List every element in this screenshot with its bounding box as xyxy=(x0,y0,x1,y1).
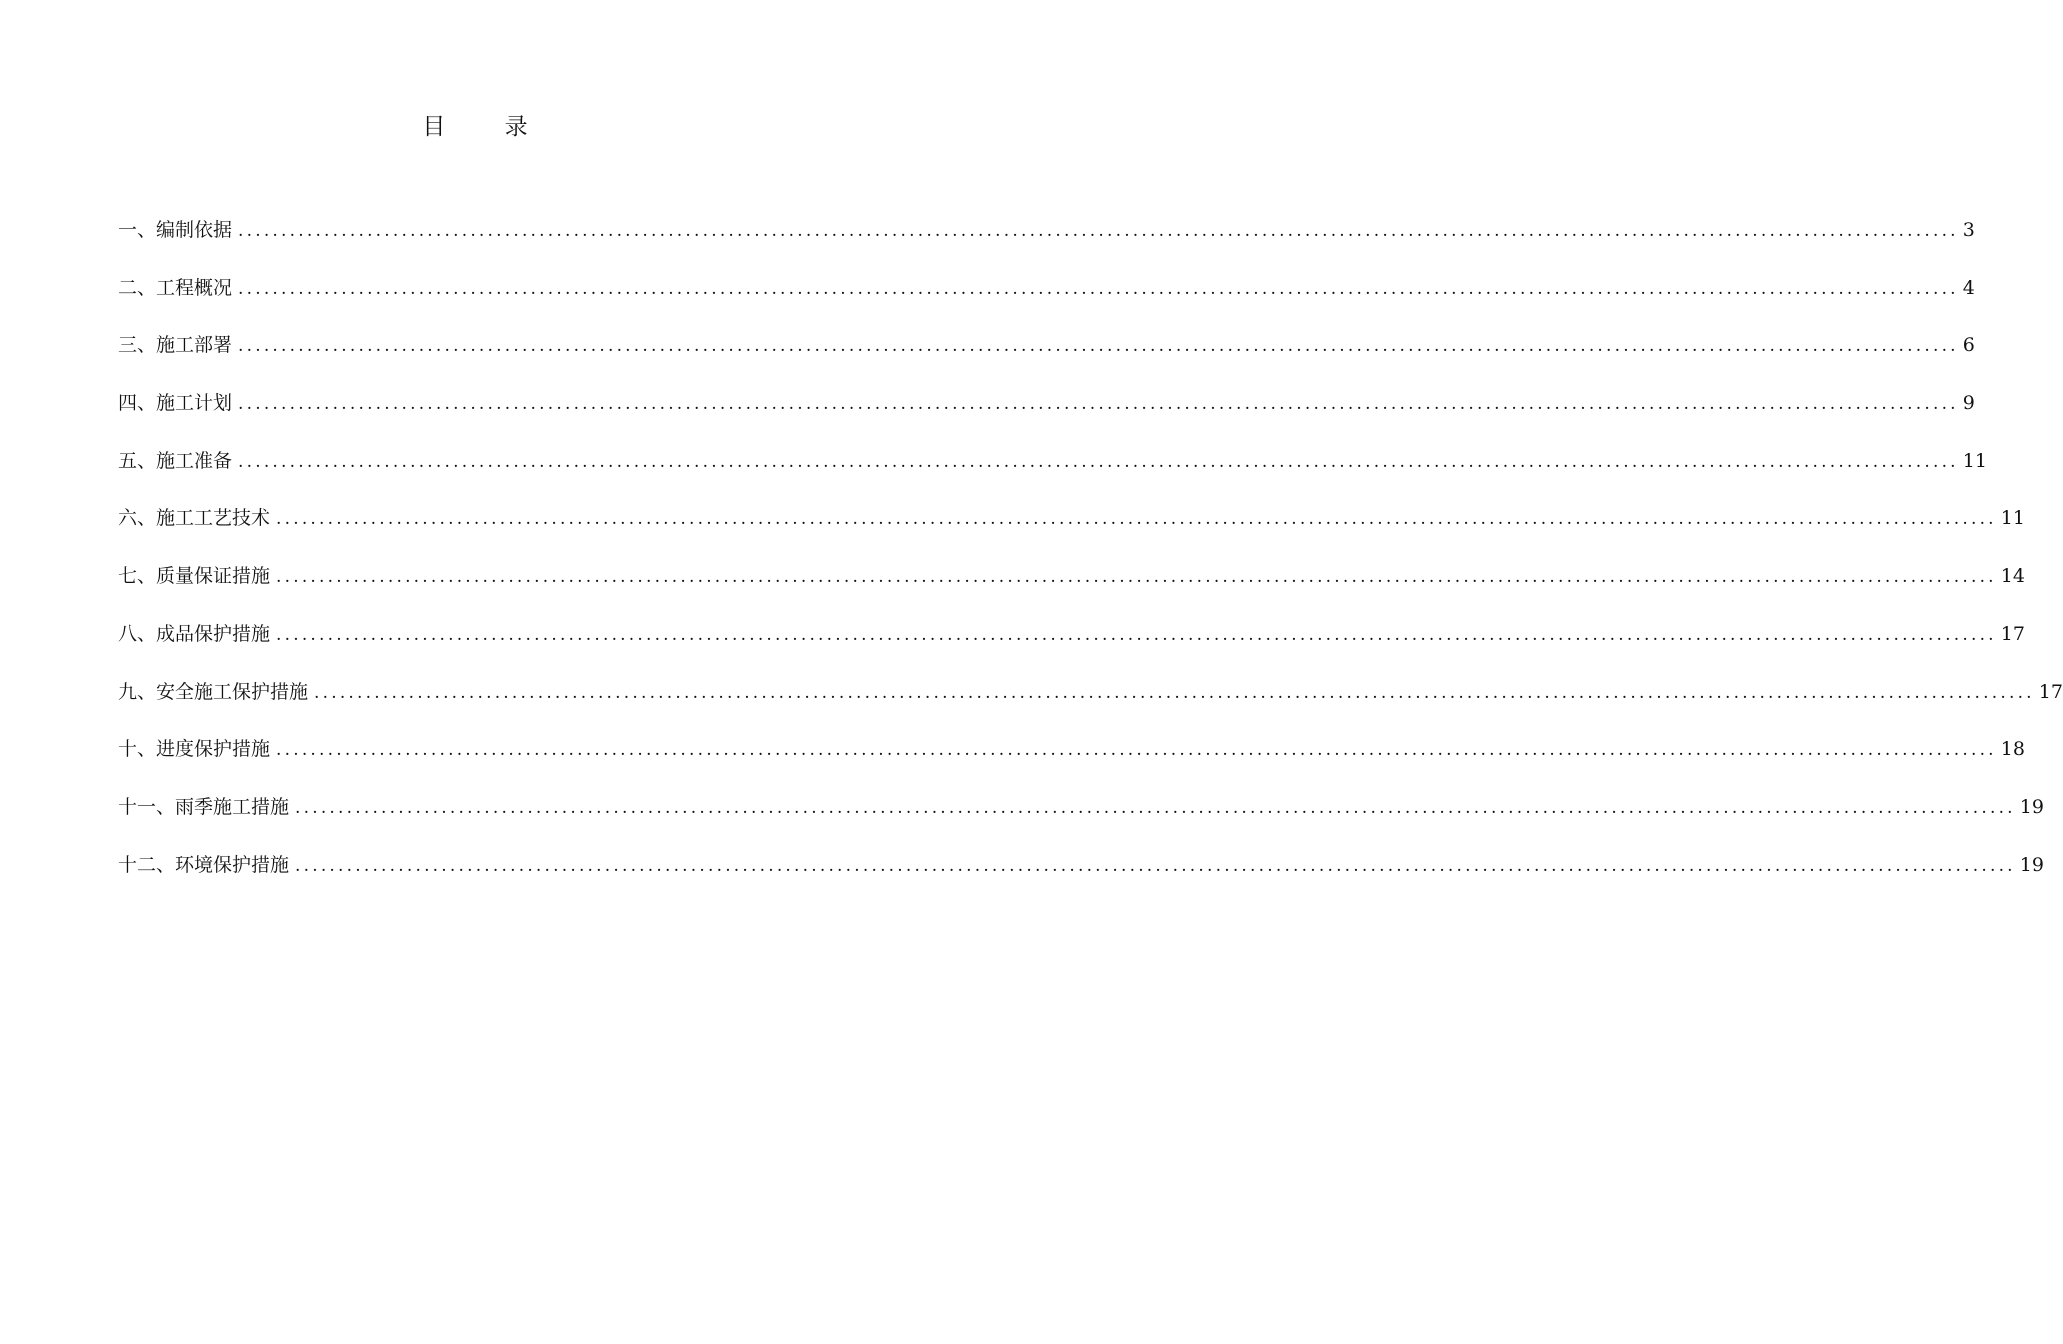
toc-entry-label: 三、施工部署 xyxy=(118,334,233,357)
toc-dot-leader: ........................................................................................................................................................................................................ xyxy=(238,451,1959,472)
toc-entry-page: 3 xyxy=(1962,219,1975,241)
toc-entry-page: 9 xyxy=(1962,392,1975,415)
toc-entry[interactable] xyxy=(118,271,1975,329)
toc-entry-label: 六、施工工艺技术 xyxy=(118,507,271,530)
toc-dot-leader: ........................................................................................................................................................................................................ xyxy=(276,624,1997,645)
toc-entry-label: 二、工程概况 xyxy=(118,276,233,299)
toc-dot-leader: ........................................................................................................................................................................................................ xyxy=(276,509,1997,530)
toc-entry[interactable] xyxy=(118,501,2025,559)
toc-dot-leader: ........................................................................................................................................................................................................ xyxy=(238,394,1959,415)
toc-entry-page: 11 xyxy=(2000,507,2025,530)
toc-entry-page: 6 xyxy=(1962,334,1975,357)
toc-entry[interactable] xyxy=(118,213,1975,271)
toc-dot-leader: ........................................................................................................................................................................................................ xyxy=(295,855,2016,876)
toc-dot-leader: ........................................................................................................................................................................................................ xyxy=(276,740,1997,761)
toc-entry-page: 17 xyxy=(2038,680,2063,703)
toc-dot-leader: ........................................................................................................................................................................................................ xyxy=(314,682,2035,703)
toc-entry[interactable] xyxy=(118,386,1975,444)
toc-entry-label: 十一、雨季施工措施 xyxy=(118,795,290,818)
toc-entry[interactable] xyxy=(118,732,2025,790)
toc-entry[interactable] xyxy=(118,848,2044,906)
toc-entry[interactable] xyxy=(118,559,2025,617)
toc-entry-label: 一、编制依据 xyxy=(118,219,233,241)
toc-entry[interactable] xyxy=(118,328,1975,386)
toc-dot-leader: ........................................................................................................................................................................................................ xyxy=(238,221,1959,241)
toc-entry[interactable] xyxy=(118,617,2025,675)
toc-entry-page: 18 xyxy=(2000,738,2025,761)
toc-entry-page: 4 xyxy=(1962,276,1975,299)
toc-entry-page: 17 xyxy=(2000,622,2025,645)
toc-entry-label: 五、施工准备 xyxy=(118,449,233,472)
toc-entry-page: 19 xyxy=(2019,853,2044,876)
toc-entry-label: 七、质量保证措施 xyxy=(118,565,271,588)
toc-entry-label: 十二、环境保护措施 xyxy=(118,853,290,876)
toc-dot-leader: ........................................................................................................................................................................................................ xyxy=(276,567,1997,588)
toc-entry-label: 四、施工计划 xyxy=(118,392,233,415)
toc-dot-leader: ........................................................................................................................................................................................................ xyxy=(295,797,2016,818)
toc-entry[interactable] xyxy=(118,790,2044,848)
toc-entry-label: 八、成品保护措施 xyxy=(118,622,271,645)
toc-dot-leader: ........................................................................................................................................................................................................ xyxy=(238,336,1959,357)
toc-list xyxy=(118,213,2063,905)
toc-entry-page: 11 xyxy=(1962,449,1987,472)
toc-entry[interactable] xyxy=(118,675,2063,733)
toc-entry-page: 19 xyxy=(2019,795,2044,818)
toc-entry[interactable] xyxy=(118,444,1987,502)
toc-title: 目 录 xyxy=(422,114,554,140)
toc-entry-page: 14 xyxy=(2000,565,2025,588)
toc-dot-leader: ........................................................................................................................................................................................................ xyxy=(238,278,1959,299)
toc-entry-label: 九、安全施工保护措施 xyxy=(118,680,309,703)
toc-entry-label: 十、进度保护措施 xyxy=(118,738,271,761)
